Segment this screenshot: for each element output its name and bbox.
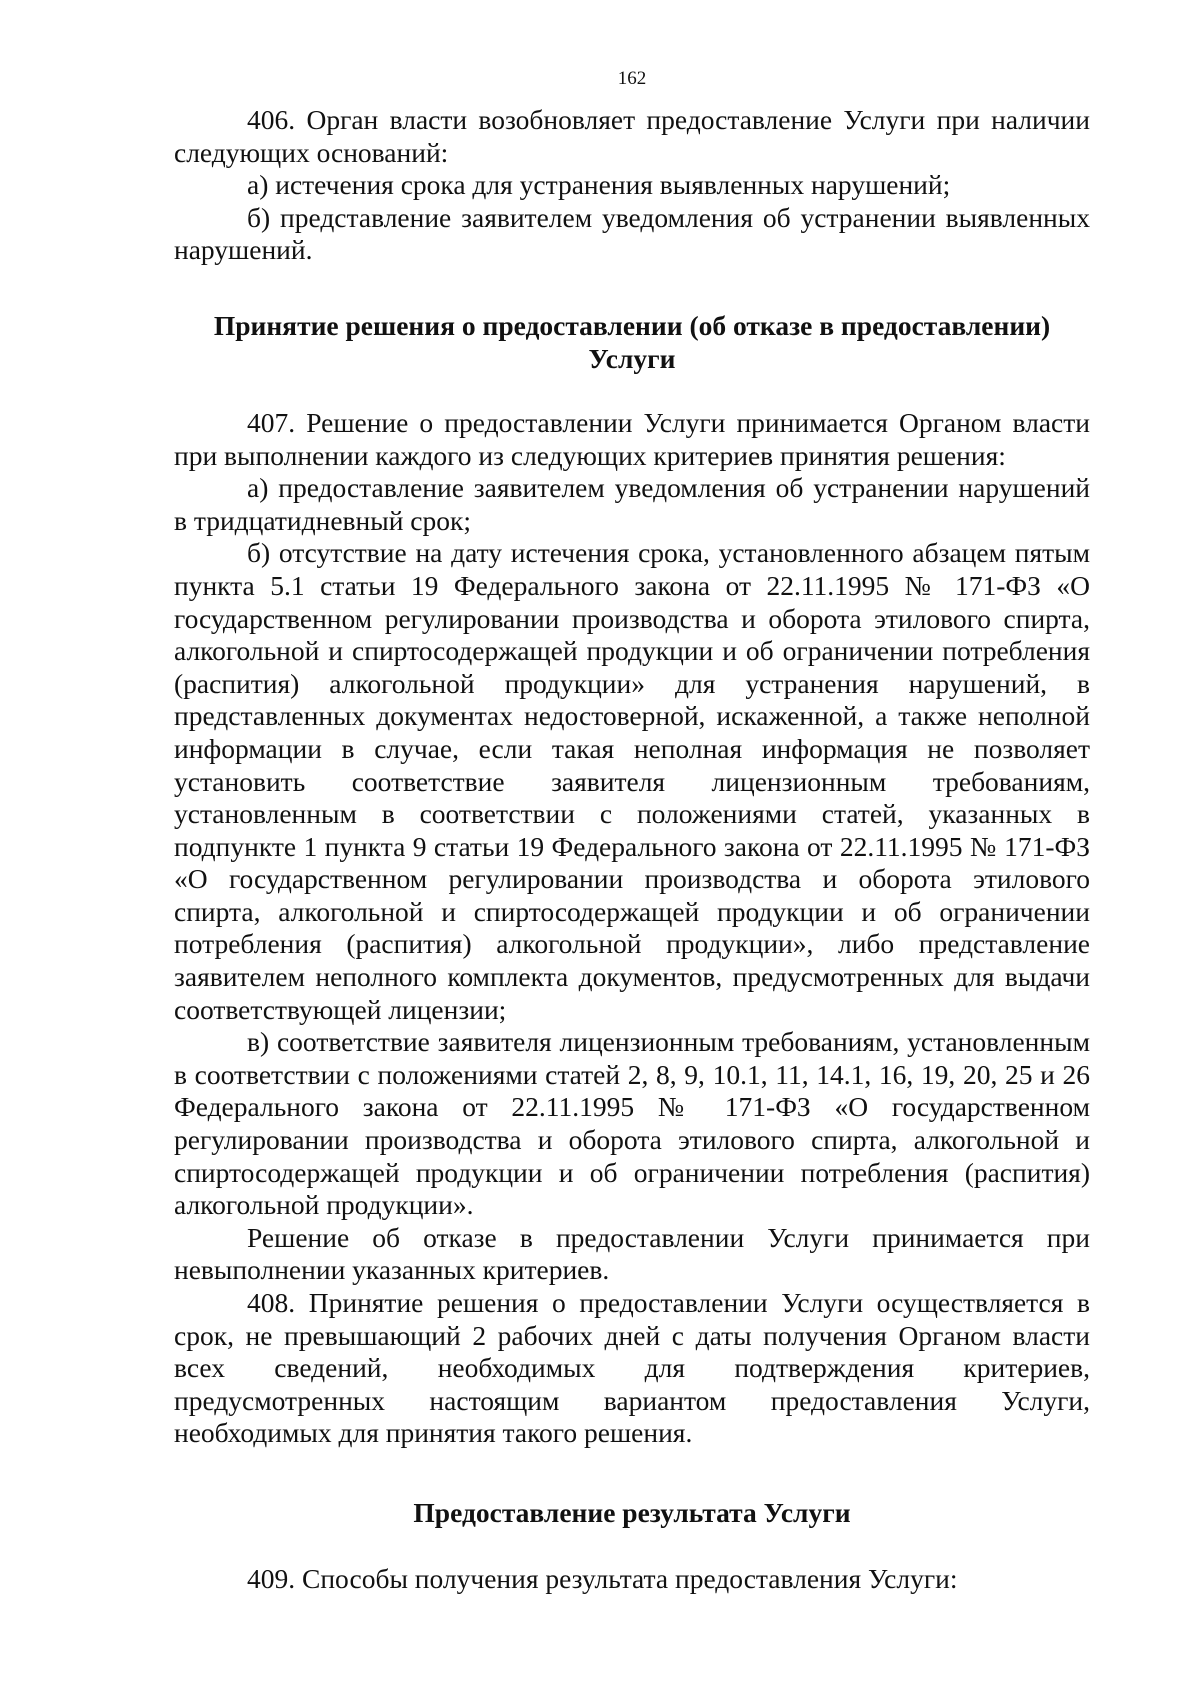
paragraph-407-c: в) соответствие заявителя лицензионным требованиям, установленным в соответствии с положениями статей 2, 8, 9, 10.1, 11, 14.1, 16, 19, 20, 25 и 26 Федерального закона от 22.11.1995 № 171-ФЗ «О государственном регулировании производства и оборота этилового спирта, алкогольной и спиртосодержащей продукции и об ограничении потребления (распития) алкогольной продукции».: [174, 1026, 1090, 1221]
paragraph-407-refusal: Решение об отказе в предоставлении Услуги принимается при невыполнении указанных критериев.: [174, 1221, 1090, 1286]
paragraph-408: 408. Принятие решения о предоставлении Услуги осуществляется в срок, не превышающий 2 рабочих дней с даты получения Органом власти всех сведений, необходимых для подтверждения критериев, предусмотренных настоящим вариантом предоставления Услуги, необходимых для принятия такого решения.: [174, 1287, 1090, 1449]
document-page: [174, 68, 1090, 1596]
page-number: 162: [617, 68, 647, 89]
paragraph-407-a: а) предоставление заявителем уведомления об устранении нарушений в тридцатидневный срок;: [174, 472, 1090, 536]
paragraph-407-b: б) отсутствие на дату истечения срока, установленного абзацем пятым пункта 5.1 статьи 19 Федерального закона от 22.11.1995 № 171-ФЗ «О государственном регулировании производства и оборота этилового спирта, алкогольной и спиртосодержащей продукции и об ограничении потребления (распития) алкогольной продукции» для устранения нарушений, в представленных документах недостоверной, искаженной, а также неполной информации в случае, если такая неполная информация не позволяет установить соответствие заявителя лицензионным требованиям, установленным в соответствии с положениями статей, указанных в подпункте 1 пункта 9 статьи 19 Федерального закона от 22.11.1995 № 171-ФЗ «О государственном регулировании производства и оборота этилового спирта, алкогольной и спиртосодержащей продукции и об ограничении потребления (распития) алкогольной продукции», либо представление заявителем неполного комплекта документов, предусмотренных для выдачи соответствующей лицензии;: [174, 537, 1090, 1025]
paragraph-406: 406. Орган власти возобновляет предоставление Услуги при наличии следующих оснований:: [174, 104, 1090, 168]
section-heading-result: Предоставление результата Услуги: [413, 1496, 851, 1528]
section-heading-decision: Принятие решения о предоставлении (об отказе в предоставлении) Услуги: [213, 309, 1051, 374]
paragraph-407: 407. Решение о предоставлении Услуги принимается Органом власти при выполнении каждого из следующих критериев принятия решения:: [174, 406, 1090, 471]
paragraph-406-a: а) истечения срока для устранения выявленных нарушений;: [247, 169, 951, 201]
paragraph-409: 409. Способы получения результата предоставления Услуги:: [247, 1562, 958, 1594]
paragraph-406-b: б) представление заявителем уведомления об устранении выявленных нарушений.: [174, 201, 1090, 266]
